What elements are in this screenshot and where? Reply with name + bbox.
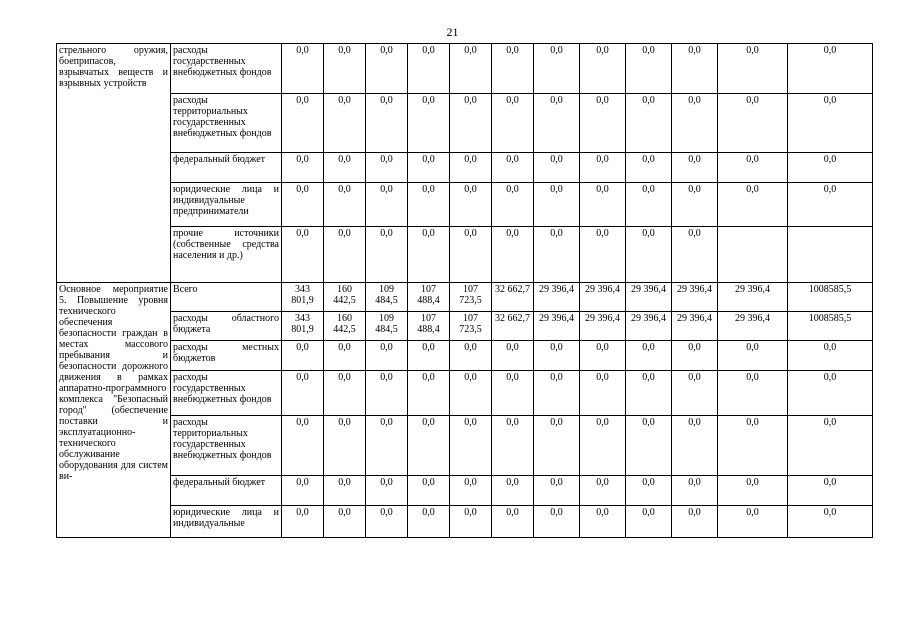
table-row [57, 183, 873, 227]
page-number: 21 [446, 25, 459, 39]
table-row [57, 283, 873, 312]
year-value-cell: 107 488,4 [408, 283, 450, 312]
year-value-cell: 0,0 [672, 44, 718, 94]
year-value-cell: 0,0 [580, 506, 626, 538]
year-value-cell: 29 396,4 [534, 312, 580, 341]
year-value-cell: 0,0 [580, 44, 626, 94]
year-value-cell: 0,0 [626, 476, 672, 506]
year-value-cell: 0,0 [672, 183, 718, 227]
funding-source-cell: расходы территориальных государственных внебюджетных фондов [171, 416, 282, 476]
year-value-cell: 0,0 [492, 44, 534, 94]
year-value-cell: 29 396,4 [580, 283, 626, 312]
year-value-cell: 0,0 [718, 371, 788, 416]
year-value-cell: 0,0 [580, 416, 626, 476]
year-value-cell: 0,0 [366, 153, 408, 183]
year-value-cell: 0,0 [408, 44, 450, 94]
total-value-cell: 0,0 [788, 94, 873, 153]
year-value-cell: 0,0 [450, 341, 492, 371]
year-value-cell: 0,0 [580, 341, 626, 371]
year-value-cell: 0,0 [366, 341, 408, 371]
year-value-cell: 0,0 [366, 183, 408, 227]
year-value-cell: 0,0 [450, 476, 492, 506]
year-value-cell: 0,0 [626, 371, 672, 416]
table-row [57, 44, 873, 94]
year-value-cell: 0,0 [282, 371, 324, 416]
budget-table [56, 43, 873, 538]
table-row [57, 371, 873, 416]
funding-source-cell: Всего [171, 283, 282, 312]
total-value-cell: 0,0 [788, 183, 873, 227]
measure-description: стрельного оружия, боеприпасов, взрывчатых веществ и взрывных устройств [57, 44, 171, 283]
total-value-cell: 0,0 [788, 153, 873, 183]
funding-source-cell: расходы областного бюджета [171, 312, 282, 341]
year-value-cell: 0,0 [718, 183, 788, 227]
year-value-cell: 0,0 [408, 416, 450, 476]
year-value-cell: 109 484,5 [366, 283, 408, 312]
year-value-cell: 0,0 [366, 506, 408, 538]
year-value-cell: 0,0 [450, 44, 492, 94]
year-value-cell: 0,0 [324, 153, 366, 183]
year-value-cell: 0,0 [718, 94, 788, 153]
year-value-cell: 0,0 [492, 476, 534, 506]
year-value-cell: 29 396,4 [534, 283, 580, 312]
year-value-cell: 0,0 [626, 94, 672, 153]
funding-source-cell: федеральный бюджет [171, 153, 282, 183]
year-value-cell: 0,0 [718, 416, 788, 476]
year-value-cell: 0,0 [492, 227, 534, 283]
table-row [57, 341, 873, 371]
budget-table-body [57, 44, 873, 538]
year-value-cell: 0,0 [282, 227, 324, 283]
year-value-cell: 0,0 [366, 94, 408, 153]
year-value-cell: 0,0 [534, 341, 580, 371]
total-value-cell: 0,0 [788, 44, 873, 94]
year-value-cell: 0,0 [366, 476, 408, 506]
year-value-cell: 160 442,5 [324, 312, 366, 341]
total-value-cell: 0,0 [788, 371, 873, 416]
year-value-cell: 0,0 [534, 44, 580, 94]
year-value-cell: 0,0 [672, 416, 718, 476]
year-value-cell: 0,0 [672, 476, 718, 506]
year-value-cell: 0,0 [408, 476, 450, 506]
year-value-cell: 0,0 [580, 94, 626, 153]
year-value-cell: 0,0 [672, 227, 718, 283]
year-value-cell: 0,0 [324, 506, 366, 538]
total-value-cell [788, 227, 873, 283]
year-value-cell: 29 396,4 [672, 283, 718, 312]
year-value-cell: 160 442,5 [324, 283, 366, 312]
total-value-cell: 0,0 [788, 476, 873, 506]
year-value-cell: 29 396,4 [626, 283, 672, 312]
year-value-cell: 0,0 [282, 341, 324, 371]
total-value-cell: 0,0 [788, 506, 873, 538]
year-value-cell: 0,0 [450, 371, 492, 416]
year-value-cell: 0,0 [324, 183, 366, 227]
year-value-cell: 0,0 [366, 227, 408, 283]
year-value-cell: 29 396,4 [626, 312, 672, 341]
table-row [57, 476, 873, 506]
year-value-cell: 0,0 [626, 153, 672, 183]
year-value-cell: 0,0 [492, 506, 534, 538]
measure-description: Основное мероприятие 5. Повышение уровня технического обеспечения безопасности граждан в местах массового пребывания и безопасности дорожного движения в рамках аппаратно-программного комплекса "Безопасный город" (обеспечение поставки и эксплуатационно-технического обслуживание оборудования для систем ви- [57, 283, 171, 538]
year-value-cell: 107 723,5 [450, 283, 492, 312]
funding-source-cell: расходы государственных внебюджетных фондов [171, 371, 282, 416]
year-value-cell: 0,0 [450, 227, 492, 283]
year-value-cell: 0,0 [282, 416, 324, 476]
year-value-cell: 0,0 [672, 153, 718, 183]
funding-source-cell: расходы государственных внебюджетных фондов [171, 44, 282, 94]
year-value-cell: 0,0 [282, 44, 324, 94]
year-value-cell: 0,0 [534, 506, 580, 538]
year-value-cell: 32 662,7 [492, 283, 534, 312]
year-value-cell: 343 801,9 [282, 283, 324, 312]
year-value-cell: 0,0 [626, 506, 672, 538]
year-value-cell: 0,0 [580, 227, 626, 283]
year-value-cell: 0,0 [408, 94, 450, 153]
year-value-cell: 0,0 [450, 183, 492, 227]
year-value-cell: 0,0 [580, 153, 626, 183]
funding-source-cell: расходы местных бюджетов [171, 341, 282, 371]
year-value-cell: 0,0 [450, 153, 492, 183]
year-value-cell: 0,0 [626, 227, 672, 283]
table-row [57, 312, 873, 341]
funding-source-cell: юридические лица и индивидуальные предприниматели [171, 183, 282, 227]
year-value-cell: 343 801,9 [282, 312, 324, 341]
total-value-cell: 1008585,5 [788, 283, 873, 312]
year-value-cell: 0,0 [492, 94, 534, 153]
year-value-cell: 0,0 [672, 94, 718, 153]
year-value-cell: 0,0 [492, 371, 534, 416]
year-value-cell: 0,0 [718, 341, 788, 371]
year-value-cell: 0,0 [534, 476, 580, 506]
year-value-cell: 0,0 [580, 371, 626, 416]
table-row [57, 506, 873, 538]
year-value-cell: 0,0 [534, 371, 580, 416]
year-value-cell: 0,0 [324, 227, 366, 283]
funding-source-cell: расходы территориальных государственных внебюджетных фондов [171, 94, 282, 153]
year-value-cell: 0,0 [626, 44, 672, 94]
year-value-cell: 0,0 [718, 153, 788, 183]
year-value-cell: 0,0 [534, 153, 580, 183]
year-value-cell: 0,0 [324, 94, 366, 153]
year-value-cell: 0,0 [282, 476, 324, 506]
year-value-cell: 107 723,5 [450, 312, 492, 341]
total-value-cell: 0,0 [788, 416, 873, 476]
year-value-cell: 0,0 [718, 506, 788, 538]
year-value-cell: 0,0 [282, 94, 324, 153]
year-value-cell: 29 396,4 [580, 312, 626, 341]
year-value-cell: 0,0 [534, 183, 580, 227]
total-value-cell: 0,0 [788, 341, 873, 371]
year-value-cell: 107 488,4 [408, 312, 450, 341]
funding-source-cell: юридические лица и индивидуальные [171, 506, 282, 538]
year-value-cell: 32 662,7 [492, 312, 534, 341]
year-value-cell: 29 396,4 [718, 312, 788, 341]
year-value-cell: 0,0 [718, 44, 788, 94]
year-value-cell: 0,0 [626, 341, 672, 371]
year-value-cell: 0,0 [408, 341, 450, 371]
year-value-cell: 0,0 [626, 416, 672, 476]
year-value-cell: 0,0 [450, 506, 492, 538]
year-value-cell: 0,0 [408, 506, 450, 538]
year-value-cell: 0,0 [492, 341, 534, 371]
year-value-cell: 0,0 [408, 371, 450, 416]
table-row [57, 227, 873, 283]
year-value-cell: 0,0 [534, 94, 580, 153]
year-value-cell: 0,0 [324, 416, 366, 476]
funding-source-cell: прочие источники (собственные средства населения и др.) [171, 227, 282, 283]
year-value-cell: 0,0 [450, 94, 492, 153]
year-value-cell: 0,0 [324, 371, 366, 416]
year-value-cell: 109 484,5 [366, 312, 408, 341]
year-value-cell: 0,0 [580, 183, 626, 227]
year-value-cell: 0,0 [492, 416, 534, 476]
year-value-cell: 0,0 [366, 416, 408, 476]
table-row [57, 153, 873, 183]
year-value-cell: 0,0 [366, 371, 408, 416]
year-value-cell: 0,0 [408, 227, 450, 283]
year-value-cell: 0,0 [408, 183, 450, 227]
funding-source-cell: федеральный бюджет [171, 476, 282, 506]
year-value-cell: 0,0 [324, 476, 366, 506]
table-row [57, 416, 873, 476]
year-value-cell: 0,0 [492, 153, 534, 183]
year-value-cell: 0,0 [580, 476, 626, 506]
year-value-cell: 0,0 [672, 506, 718, 538]
year-value-cell: 0,0 [626, 183, 672, 227]
year-value-cell: 0,0 [366, 44, 408, 94]
year-value-cell [718, 227, 788, 283]
year-value-cell: 0,0 [534, 416, 580, 476]
table-row [57, 94, 873, 153]
year-value-cell: 0,0 [324, 341, 366, 371]
year-value-cell: 0,0 [718, 476, 788, 506]
year-value-cell: 0,0 [672, 341, 718, 371]
year-value-cell: 0,0 [450, 416, 492, 476]
year-value-cell: 29 396,4 [672, 312, 718, 341]
year-value-cell: 0,0 [282, 506, 324, 538]
year-value-cell: 0,0 [324, 44, 366, 94]
year-value-cell: 0,0 [492, 183, 534, 227]
year-value-cell: 29 396,4 [718, 283, 788, 312]
year-value-cell: 0,0 [534, 227, 580, 283]
year-value-cell: 0,0 [282, 153, 324, 183]
total-value-cell: 1008585,5 [788, 312, 873, 341]
year-value-cell: 0,0 [672, 371, 718, 416]
year-value-cell: 0,0 [408, 153, 450, 183]
year-value-cell: 0,0 [282, 183, 324, 227]
